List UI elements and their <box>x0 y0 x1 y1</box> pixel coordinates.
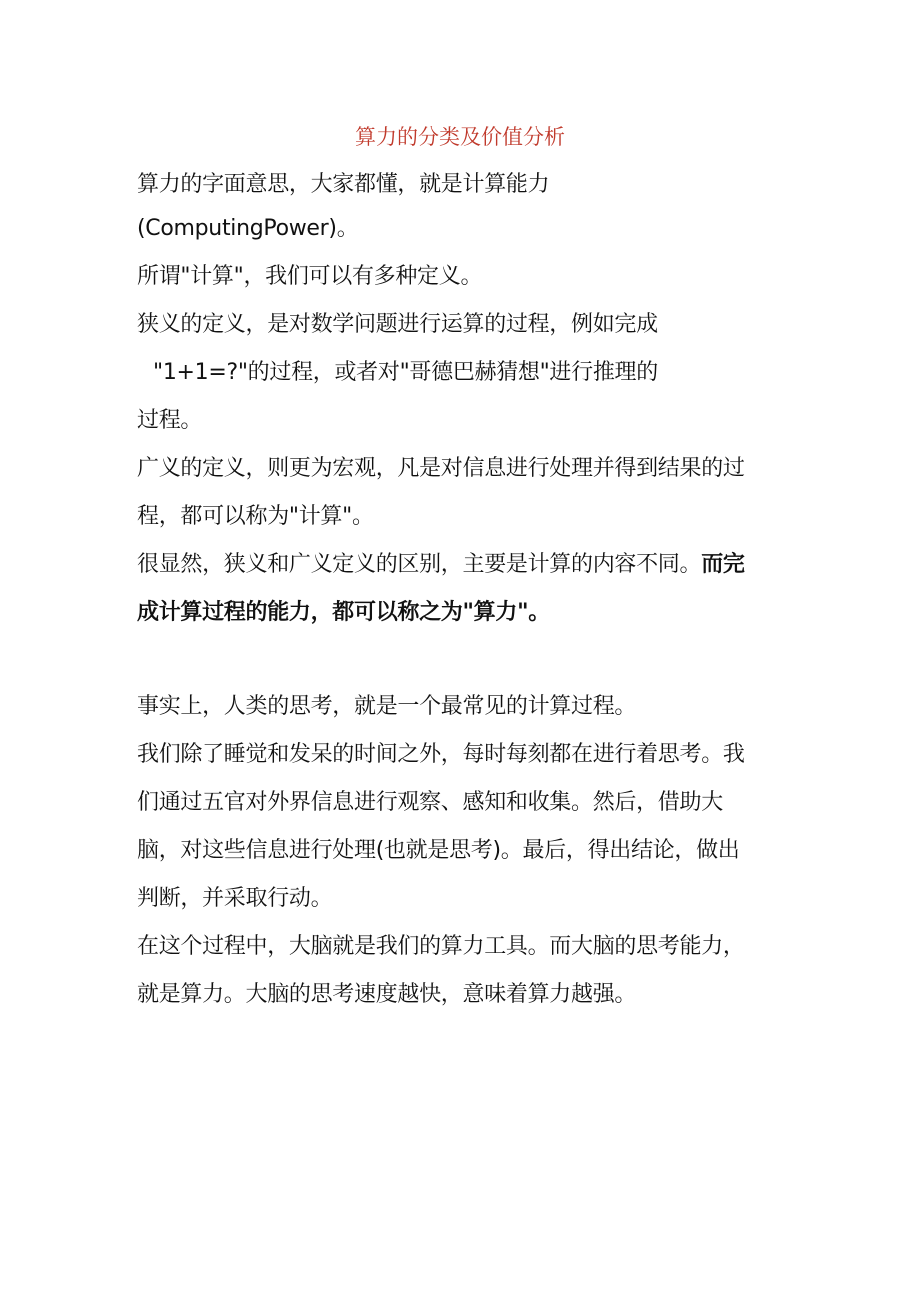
document-title: 算力的分类及价值分析 <box>355 125 565 149</box>
paragraph-line: 广义的定义，则更为宏观，凡是对信息进行处理并得到结果的过 <box>137 456 745 481</box>
paragraph-line: 我们除了睡觉和发呆的时间之外，每时每刻都在进行着思考。我 <box>137 742 745 767</box>
paragraph-line: 程，都可以称为"计算"。 <box>137 504 374 529</box>
emphasis-text: 而完 <box>701 552 745 577</box>
paragraph-line: 所谓"计算"，我们可以有多种定义。 <box>137 264 483 289</box>
paragraph-line: 算力的字面意思，大家都懂，就是计算能力 <box>137 172 550 197</box>
emphasis-line: 成计算过程的能力，都可以称之为"算力"。 <box>137 600 550 625</box>
paragraph-line <box>137 550 797 580</box>
paragraph-line: 在这个过程中，大脑就是我们的算力工具。而大脑的思考能力， <box>137 934 745 959</box>
paragraph-line: 狭义的定义，是对数学问题进行运算的过程，例如完成 <box>137 312 658 337</box>
paragraph-line: "1+1=?"的过程，或者对"哥德巴赫猜想"进行推理的 <box>153 360 658 385</box>
paragraph-line: 判断，并采取行动。 <box>137 886 333 911</box>
paragraph-text: 很显然，狭义和广义定义的区别，主要是计算的内容不同。 <box>137 552 702 577</box>
paragraph-line: (ComputingPower)。 <box>137 216 359 241</box>
paragraph-line: 过程。 <box>137 408 203 433</box>
paragraph-line: 事实上，人类的思考，就是一个最常见的计算过程。 <box>137 694 637 719</box>
paragraph-line: 们通过五官对外界信息进行观察、感知和收集。然后，借助大 <box>137 790 723 815</box>
paragraph-line: 就是算力。大脑的思考速度越快，意味着算力越强。 <box>137 982 637 1007</box>
paragraph-line: 脑，对这些信息进行处理(也就是思考)。最后，得出结论，做出 <box>137 838 740 863</box>
